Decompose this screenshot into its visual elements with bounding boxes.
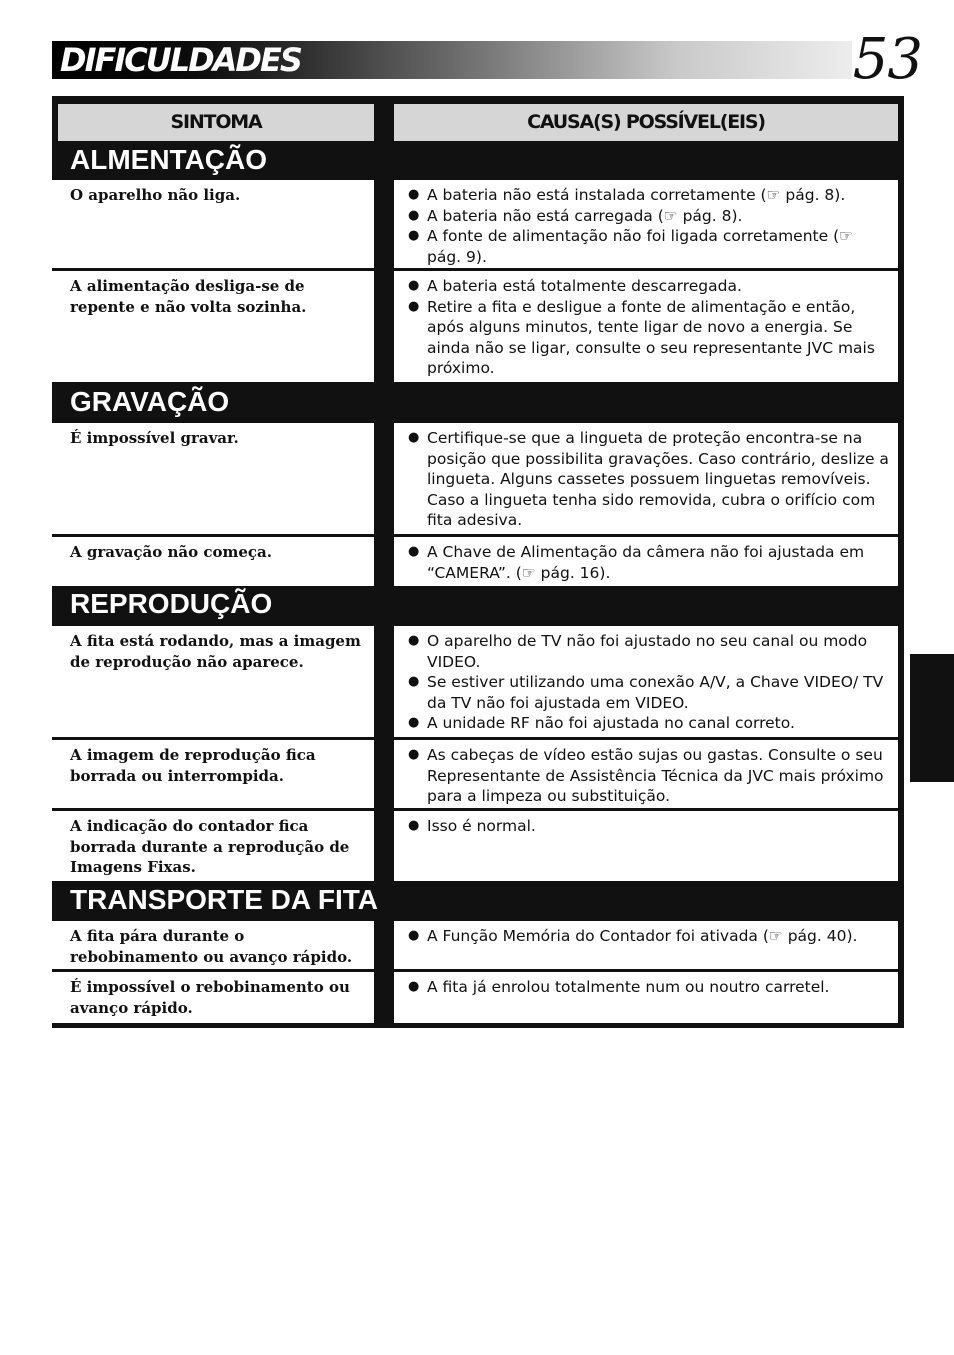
column-header-symptom: SINTOMA xyxy=(58,104,374,141)
table-row-causes xyxy=(394,740,898,808)
table-row-causes xyxy=(394,972,898,1023)
table-row-symptom: A gravação não começa. xyxy=(52,537,374,586)
table-row-causes xyxy=(394,180,898,268)
table-row-symptom: O aparelho não liga. xyxy=(52,180,374,268)
table-row-symptom: É impossível gravar. xyxy=(52,423,374,534)
cause-item: ● O aparelho de TV não foi ajustado no seu canal ou modo VIDEO. xyxy=(408,631,890,672)
table-row-causes xyxy=(394,537,898,586)
cause-item: ● A fonte de alimentação não foi ligada corretamente (☞ pág. 9). xyxy=(408,226,890,267)
table-row-causes xyxy=(394,423,898,534)
table-row-symptom: A fita está rodando, mas a imagem de reprodução não aparece. xyxy=(52,626,374,737)
table-row-causes xyxy=(394,271,898,382)
cause-item: ● Isso é normal. xyxy=(408,816,890,837)
table-row-causes xyxy=(394,921,898,969)
cause-item: ● Certifique-se que a lingueta de proteção encontra-se na posição que possibilita gravações. Caso contrário, deslize a lingueta. Alguns cassetes possuem linguetas removíveis. Caso a lingueta tenha sido removida, cubra o orifício com fita adesiva. xyxy=(408,428,890,531)
table-row-symptom: A indicação do contador fica borrada durante a reprodução de Imagens Fixas. xyxy=(52,811,374,881)
table-row-symptom: A fita pára durante o rebobinamento ou avanço rápido. xyxy=(52,921,374,969)
cause-item: ● A Chave de Alimentação da câmera não foi ajustada em “CAMERA”. (☞ pág. 16). xyxy=(408,542,890,583)
section-title-playback: REPRODUÇÃO xyxy=(70,588,273,619)
column-header-cause: CAUSA(S) POSSÍVEL(EIS) xyxy=(394,104,898,141)
table-row-symptom: A alimentação desliga-se de repente e não volta sozinha. xyxy=(52,271,374,382)
table-row-causes xyxy=(394,811,898,881)
section-title-power: ALMENTAÇÃO xyxy=(70,144,268,175)
cause-item: ● A unidade RF não foi ajustada no canal correto. xyxy=(408,713,890,734)
cause-item: ● A Função Memória do Contador foi ativada (☞ pág. 40). xyxy=(408,926,890,947)
page-title: DIFICULDADES xyxy=(60,41,301,79)
cause-item: ● As cabeças de vídeo estão sujas ou gastas. Consulte o seu Representante de Assistência Técnica da JVC mais próximo para a limpeza ou substituição. xyxy=(408,745,890,807)
table-row-symptom: É impossível o rebobinamento ou avanço rápido. xyxy=(52,972,374,1023)
side-tab-marker xyxy=(910,654,954,782)
cause-item: ● A fita já enrolou totalmente num ou noutro carretel. xyxy=(408,977,890,998)
cause-item: ● A bateria não está carregada (☞ pág. 8). xyxy=(408,206,890,227)
cause-item: ● Se estiver utilizando uma conexão A/V, a Chave VIDEO/ TV da TV não foi ajustada em VIDEO. xyxy=(408,672,890,713)
cause-item: ● A bateria não está instalada corretamente (☞ pág. 8). xyxy=(408,185,890,206)
table-row-causes xyxy=(394,626,898,737)
troubleshooting-table xyxy=(52,96,904,1028)
page-number: 53 xyxy=(852,27,922,92)
cause-item: ● A bateria está totalmente descarregada. xyxy=(408,276,890,297)
section-title-tape-transport: TRANSPORTE DA FITA xyxy=(70,884,378,915)
cause-item: ● Retire a fita e desligue a fonte de alimentação e então, após alguns minutos, tente ligar de novo a energia. Se ainda não se ligar, consulte o seu representante JVC mais próximo. xyxy=(408,297,890,379)
table-row-symptom: A imagem de reprodução fica borrada ou interrompida. xyxy=(52,740,374,808)
section-title-recording: GRAVAÇÃO xyxy=(70,386,230,417)
